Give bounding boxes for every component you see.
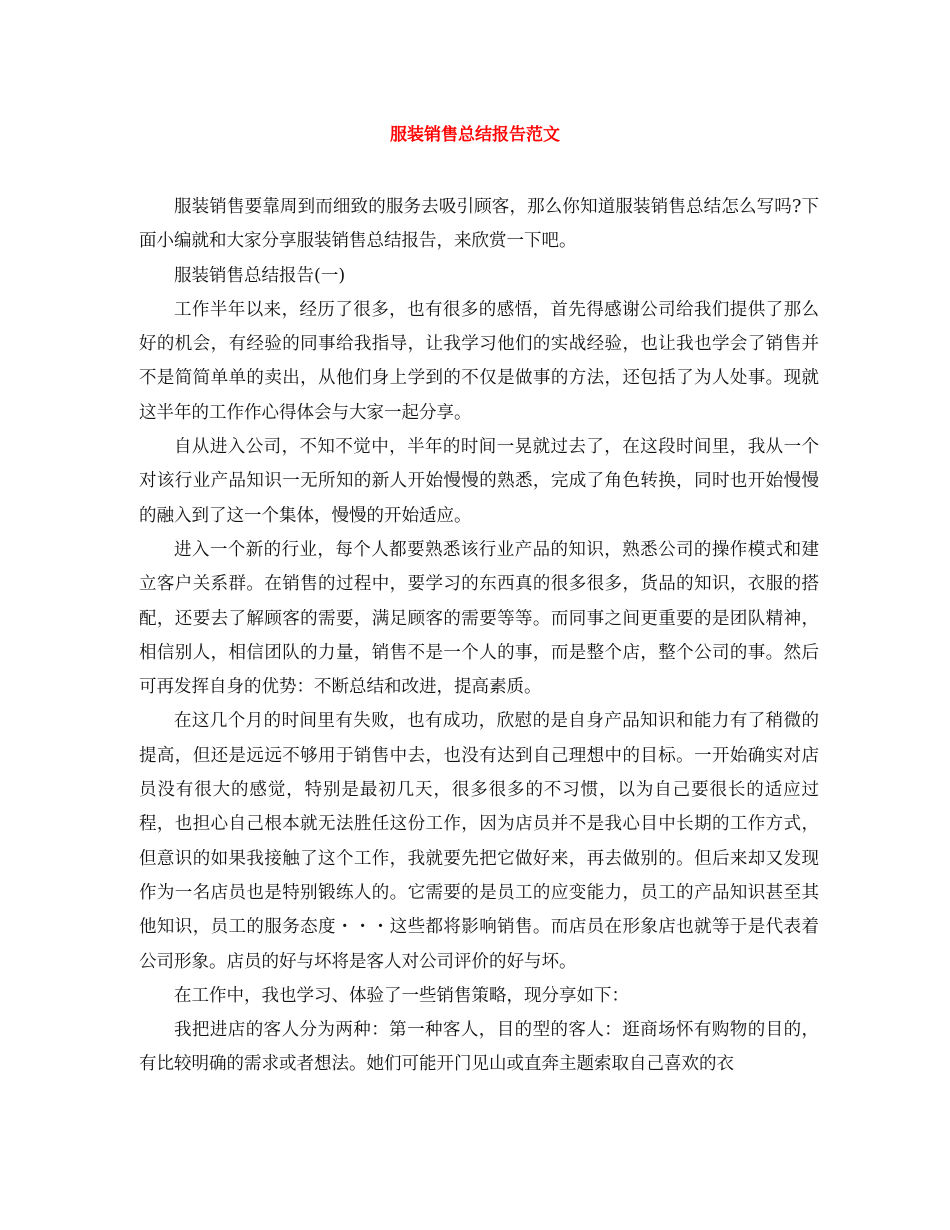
paragraph-body: 我把进店的客人分为两种：第一种客人，目的型的客人：逛商场怀有购物的目的，有比较明确的需求或者想法。她们可能开门见山或直奔主题索取自己喜欢的衣 xyxy=(139,1020,819,1075)
paragraph-body: 工作半年以来，经历了很多，也有很多的感悟，首先得感谢公司给我们提供了那么好的机会，有经验的同事给我指导，让我学习他们的实战经验，也让我也学会了销售并不是简简单单的卖出，从他们身上学到的不仅是做事的方法，还包括了为人处事。现就这半年的工作作心得体会与大家一起分享。 xyxy=(139,299,819,423)
paragraph-intro: 服装销售要靠周到而细致的服务去吸引顾客，那么你知道服装销售总结怎么写吗?下面小编就和大家分享服装销售总结报告，来欣赏一下吧。 xyxy=(139,197,819,252)
paragraph-body: 自从进入公司，不知不觉中，半年的时间一晃就过去了，在这段时间里，我从一个对该行业产品知识一无所知的新人开始慢慢的熟悉，完成了角色转换，同时也开始慢慢的融入到了这一个集体，慢慢的开始适应。 xyxy=(139,437,819,526)
paragraph-body: 在这几个月的时间里有失败，也有成功，欣慰的是自身产品知识和能力有了稍微的提高，但还是远远不够用于销售中去，也没有达到自己理想中的目标。一开始确实对店员没有很大的感觉，特别是最初几天，很多很多的不习惯，以为自己要很长的适应过程，也担心自己根本就无法胜任这份工作，因为店员并不是我心目中长期的工作方式，但意识的如果我接触了这个工作，我就要先把它做好来，再去做别的。但后来却又发现作为一名店员也是特别锻练人的。它需要的是员工的应变能力，员工的产品知识甚至其他知识，员工的服务态度・・・这些都将影响销售。而店员在形象店也就等于是代表着公司形象。店员的好与坏将是客人对公司评价的好与坏。 xyxy=(139,711,819,972)
paragraph-body: 进入一个新的行业，每个人都要熟悉该行业产品的知识，熟悉公司的操作模式和建立客户关系群。在销售的过程中，要学习的东西真的很多很多，货品的知识，衣服的搭配，还要去了解顾客的需要，满足顾客的需要等等。而同事之间更重要的是团队精神，相信别人，相信团队的力量，销售不是一个人的事，而是整个店，整个公司的事。然后可再发挥自身的优势：不断总结和改进，提高素质。 xyxy=(139,539,819,698)
document-body xyxy=(139,190,819,1082)
paragraph-body: 在工作中，我也学习、体验了一些销售策略，现分享如下： xyxy=(174,985,629,1006)
paragraph-section-heading: 服装销售总结报告(一) xyxy=(174,265,346,286)
document-title: 服装销售总结报告范文 xyxy=(390,125,560,145)
